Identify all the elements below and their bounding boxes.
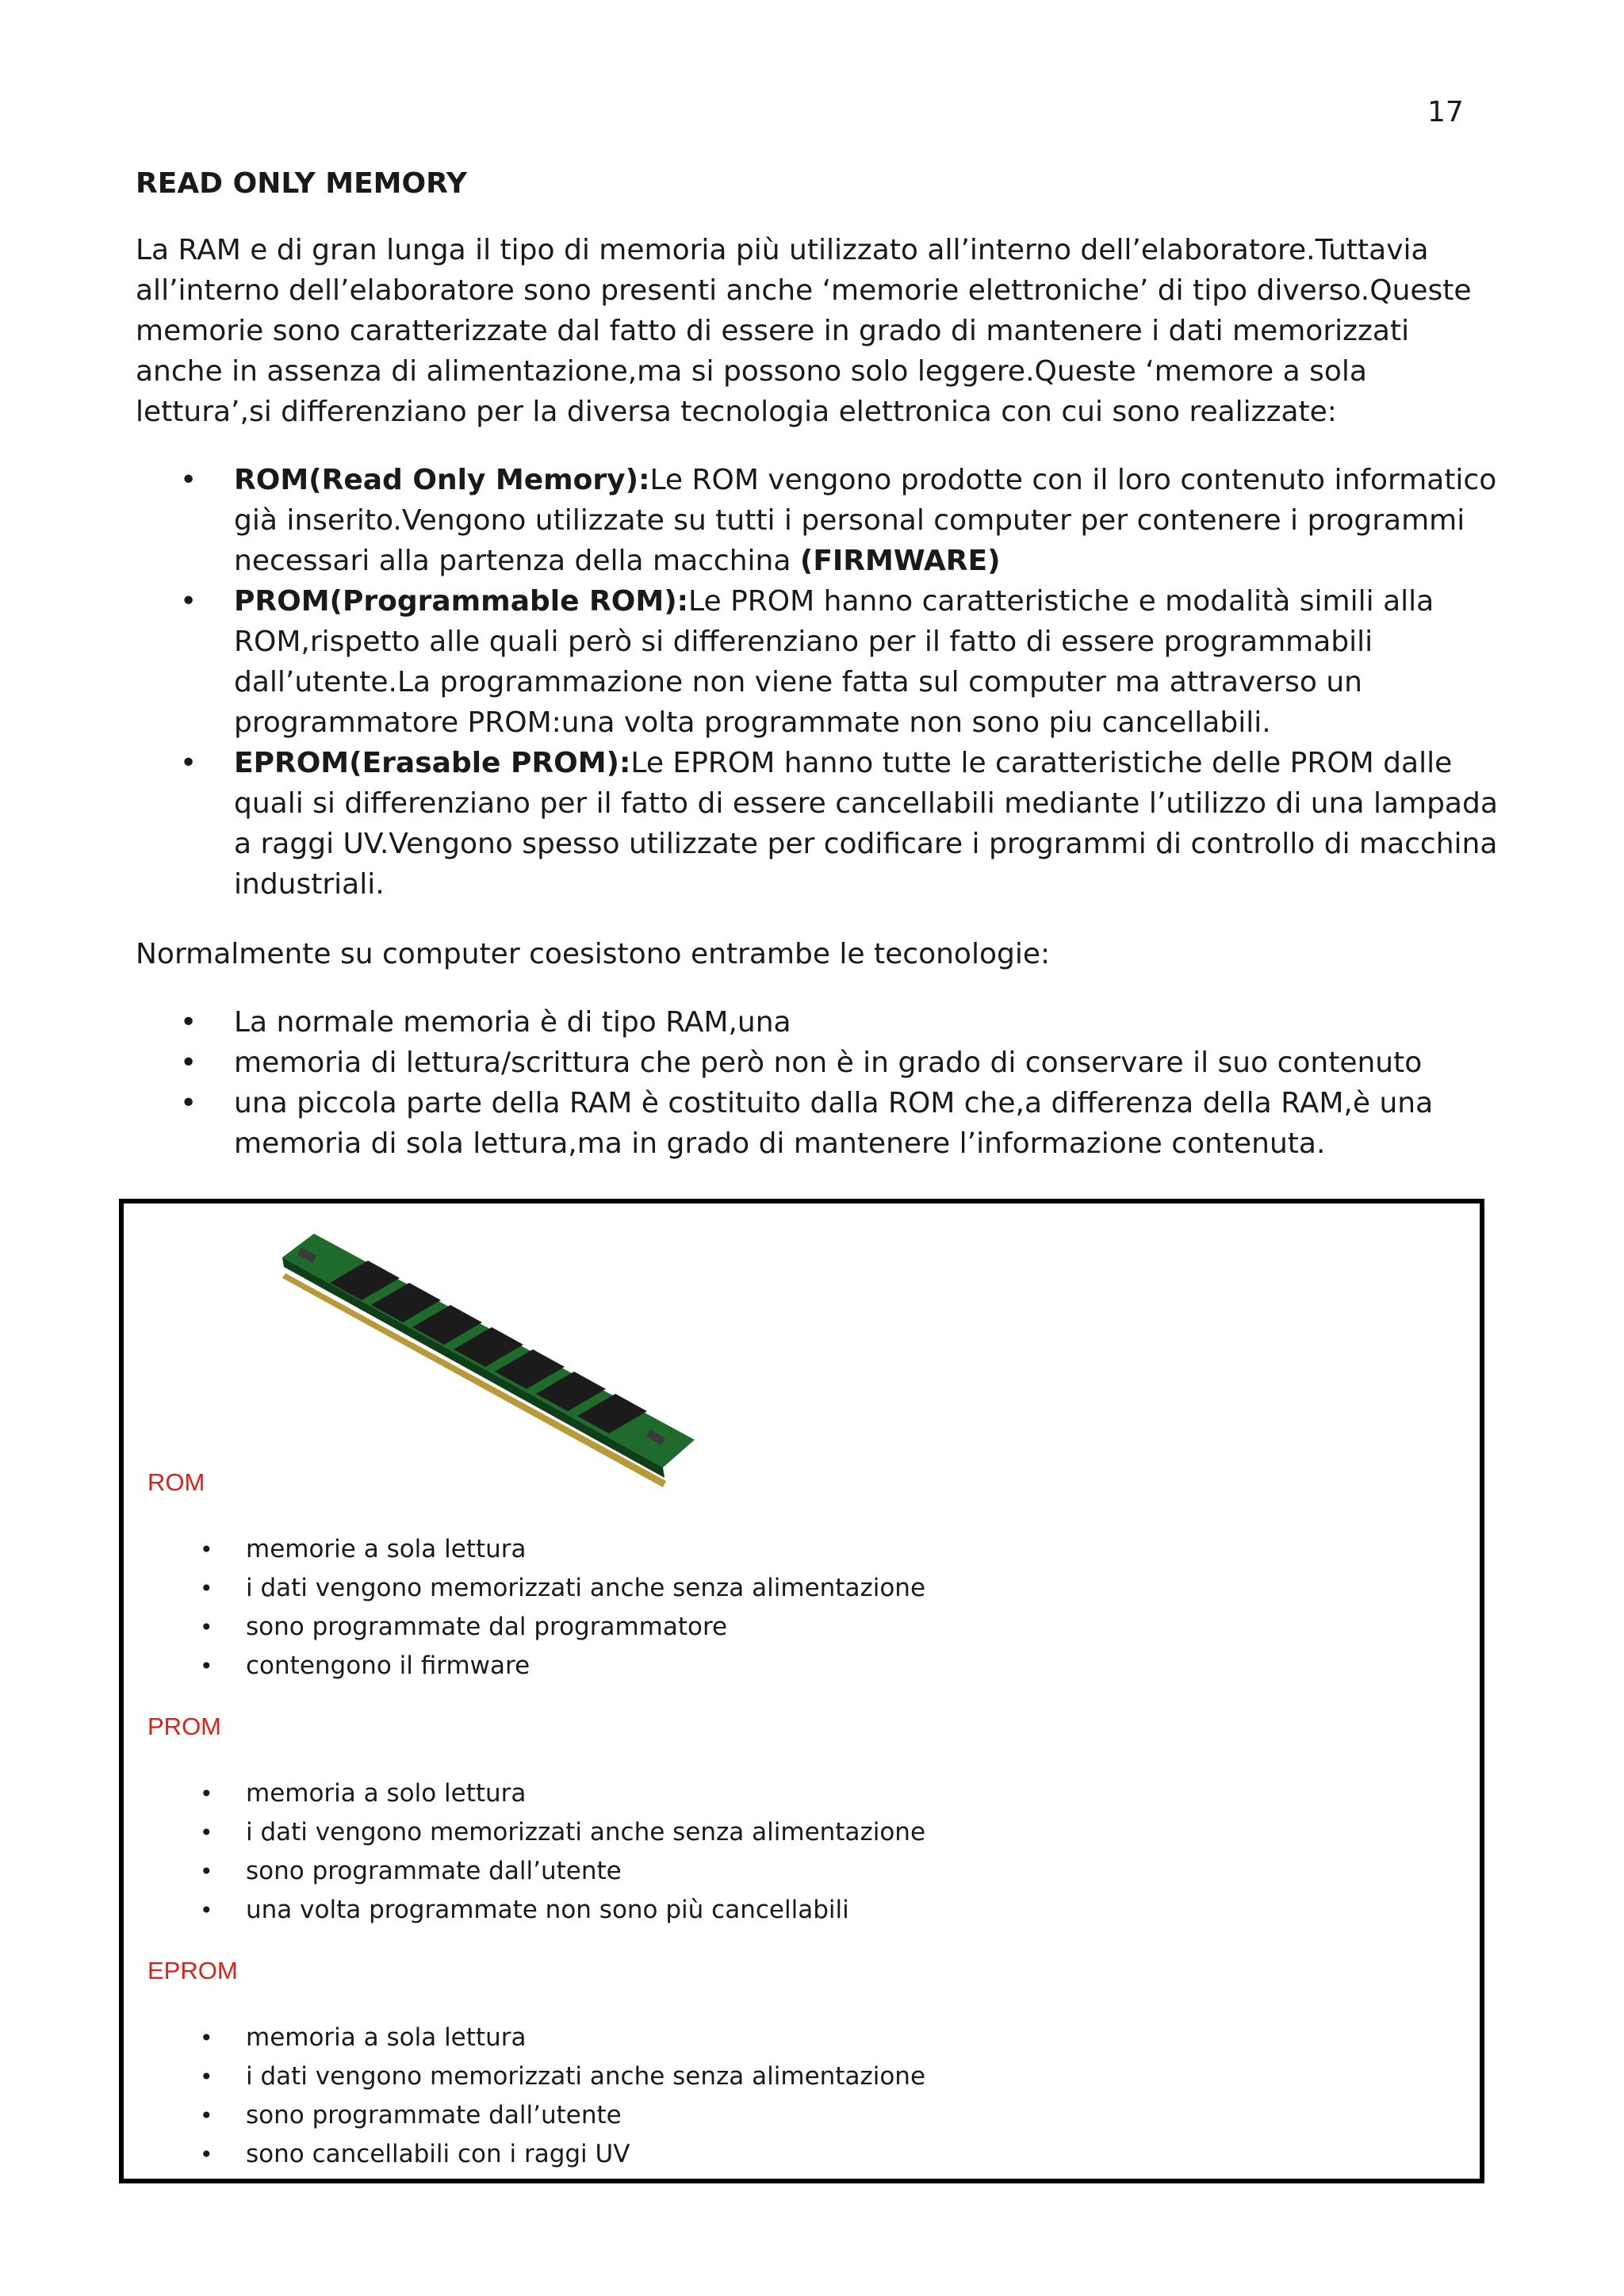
list-item: • memoria di lettura/scrittura che però non è in grado di conservare il suo contenuto (136, 1043, 1515, 1083)
item-tag: (FIRMWARE) (799, 545, 1001, 577)
list-item: • memorie a sola lettura (147, 1530, 1258, 1569)
ram-module-image (274, 1226, 703, 1487)
list-item: • sono programmate dall’utente (147, 2096, 1258, 2135)
rom-features-list (147, 1530, 1258, 1686)
page-number: 17 (1427, 96, 1464, 128)
prom-features-list (147, 1774, 1258, 1930)
list-item: • una piccola parte della RAM è costituito dalla ROM che,a differenza della RAM,è una memoria di sola lettura,ma in grado di mantenere l’informazione contenuta. (136, 1083, 1515, 1164)
list-item: • contengono il firmware (147, 1647, 1258, 1686)
item-text: Le PROM hanno caratteristiche e modalità simili alla ROM,rispetto alle quali però si differenziano per il fatto di essere programmabili dall’utente.La programmazione non viene fatta sul computer ma attraverso un programmatore PROM:una volta programmate non sono piu cancellabili. (234, 585, 1434, 739)
normal-list (136, 1002, 1515, 1164)
list-item: • una volta programmate non sono più cancellabili (147, 1891, 1258, 1930)
list-item-eprom (136, 743, 1515, 905)
list-item: • sono cancellabili con i raggi UV (147, 2135, 1258, 2174)
page-heading: READ ONLY MEMORY (136, 167, 467, 200)
item-lead: PROM(Programmable ROM): (234, 585, 689, 618)
item-text: Le ROM vengono prodotte con il loro contenuto informatico già inserito.Vengono utilizzate su tutti i personal computer per contenere i programmi necessari alla partenza della macchina (234, 464, 1497, 577)
item-lead: ROM(Read Only Memory): (234, 464, 650, 496)
list-item-rom (136, 460, 1515, 581)
list-item: • La normale memoria è di tipo RAM,una (136, 1002, 1515, 1043)
item-text: Le EPROM hanno tutte le caratteristiche delle PROM dalle quali si differenziano per il fatto di essere cancellabili mediante l’utilizzo di una lampada a raggi UV.Vengono spesso utilizzate per codificare i programmi di controllo di macchina industriali. (234, 747, 1498, 901)
list-item: • i dati vengono memorizzati anche senza alimentazione (147, 1569, 1258, 1608)
list-item: • sono programmate dal programmatore (147, 1608, 1258, 1647)
list-item: • i dati vengono memorizzati anche senza alimentazione (147, 2057, 1258, 2096)
item-lead: EPROM(Erasable PROM): (234, 747, 631, 779)
section-title-eprom: EPROM (147, 1957, 238, 1984)
summary-box (119, 1199, 1484, 2183)
list-item: • i dati vengono memorizzati anche senza alimentazione (147, 1813, 1258, 1852)
list-item: • memoria a sola lettura (147, 2019, 1258, 2057)
section-title-prom: PROM (147, 1712, 221, 1740)
list-item: • memoria a solo lettura (147, 1774, 1258, 1813)
list-item-prom (136, 581, 1515, 743)
list-item: • sono programmate dall’utente (147, 1852, 1258, 1891)
eprom-features-list (147, 2019, 1258, 2174)
normal-paragraph: Normalmente su computer coesistono entrambe le teconologie: (136, 938, 1051, 970)
memory-types-list (136, 460, 1515, 905)
intro-paragraph: La RAM e di gran lunga il tipo di memoria più utilizzato all’interno dell’elaboratore.Tuttavia all’interno dell’elaboratore sono presenti anche ‘memorie elettroniche’ di tipo diverso.Queste memorie sono caratterizzate dal fatto di essere in grado di mantenere i dati memorizzati anche in assenza di alimentazione,ma si possono solo leggere.Queste ‘memore a sola lettura’,si differenziano per la diversa tecnologia elettronica con cui sono realizzate: (136, 234, 1472, 428)
section-title-rom: ROM (147, 1468, 205, 1496)
